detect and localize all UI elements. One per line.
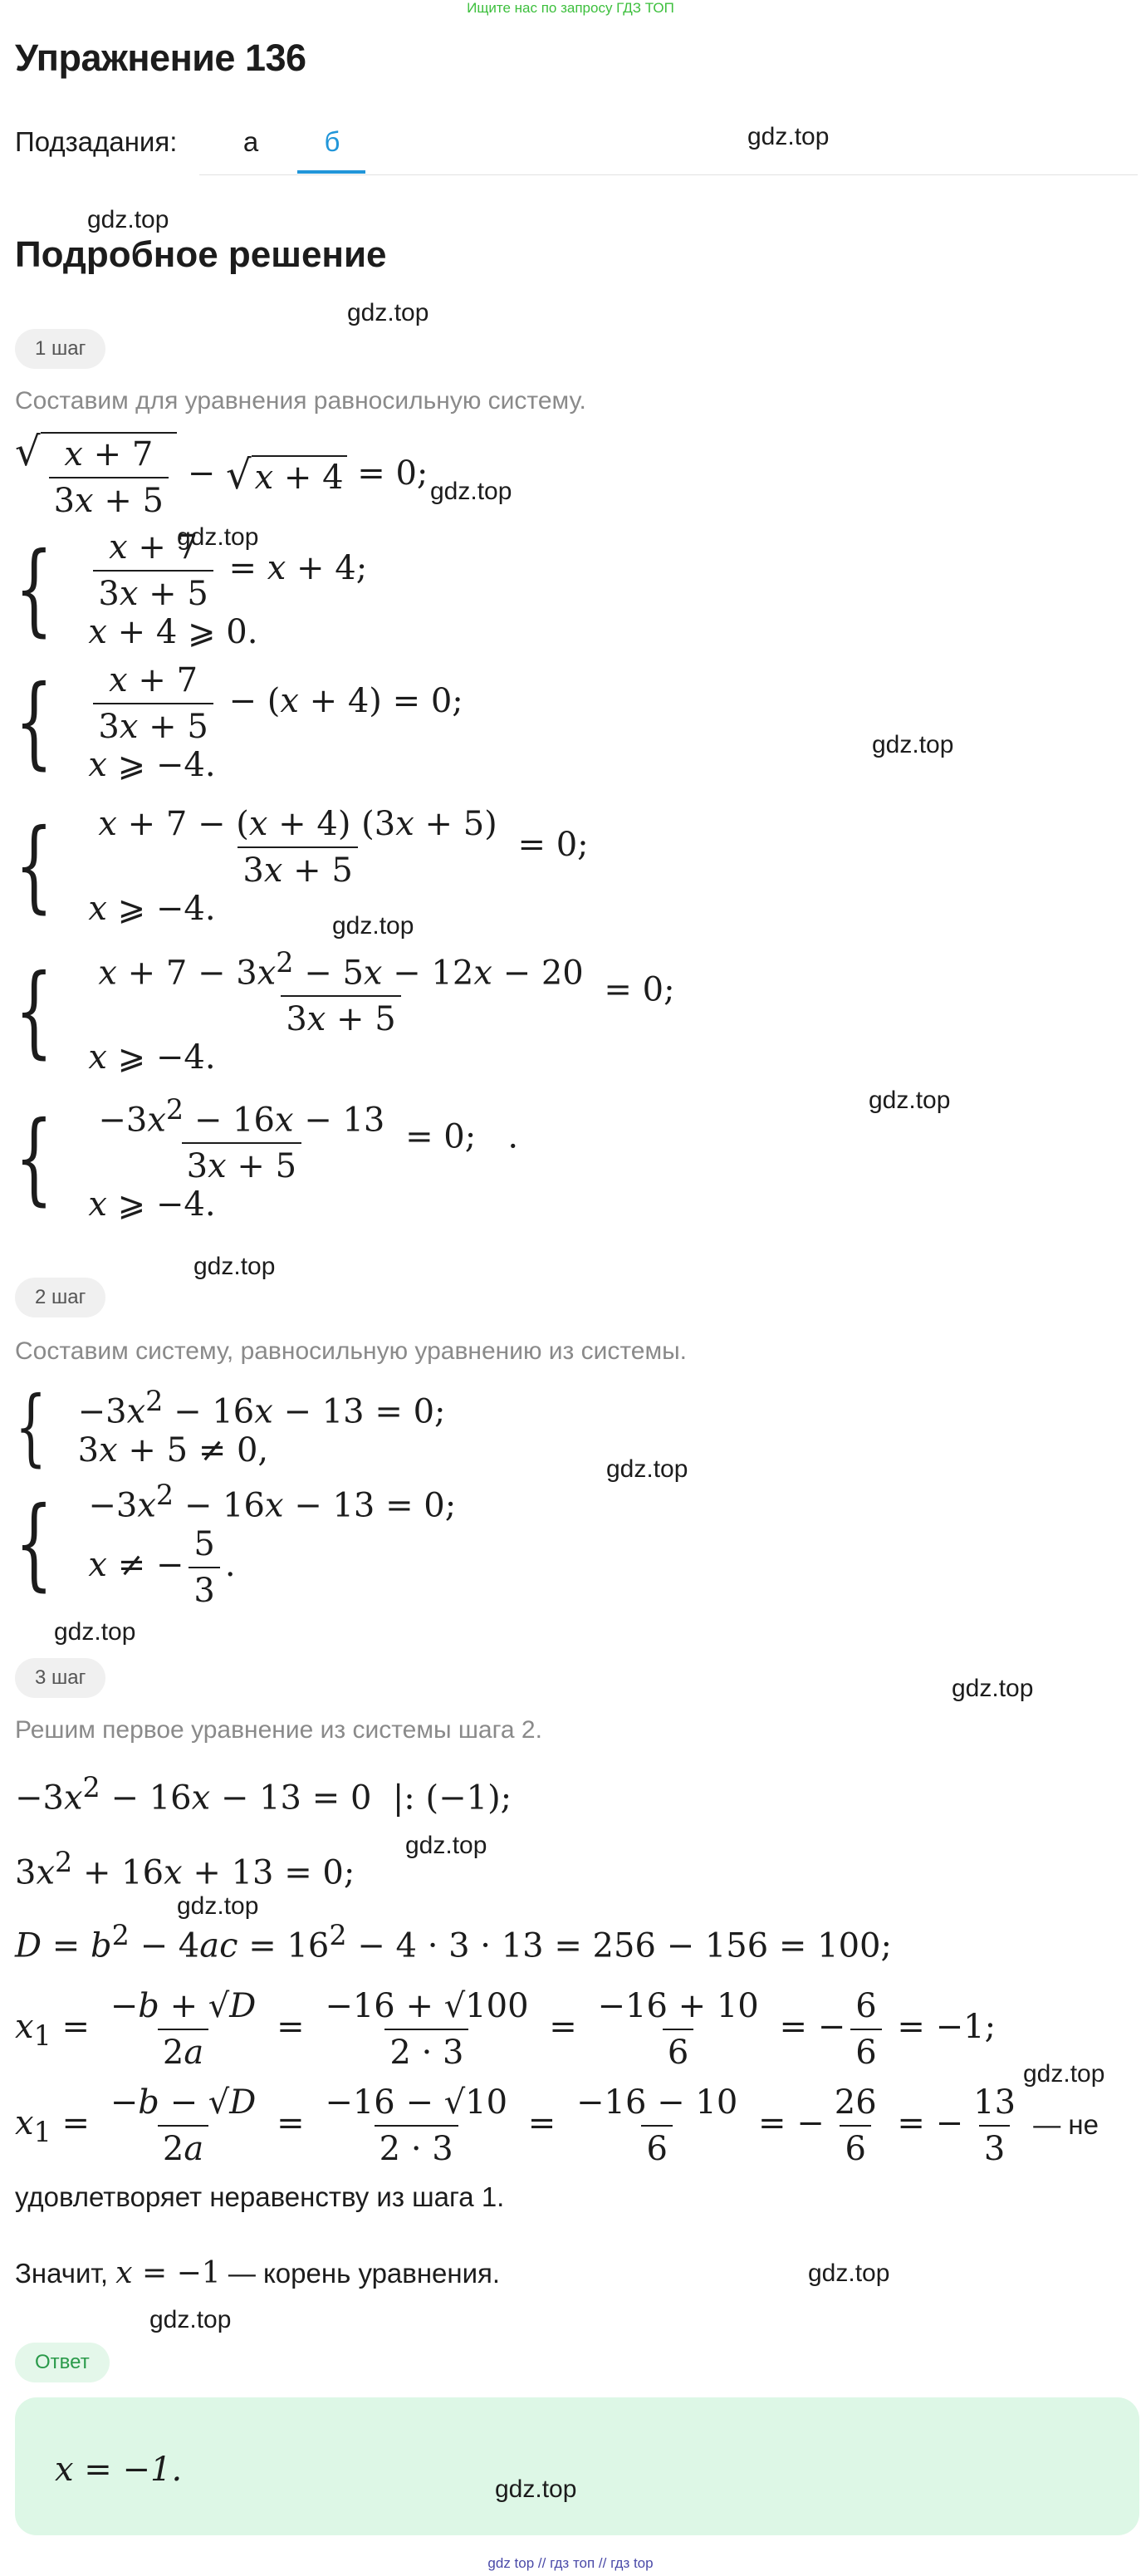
watermark: gdz.top [177, 1892, 259, 1920]
system-4: { $\frac{x + 7 - 3x^2 - 5x - 12x - 20}{3x + 5}$ = 0; x ⩾ −4. [15, 945, 675, 1077]
tab-b[interactable]: б [324, 126, 340, 157]
step-3-description: Решим первое уравнение из системы шага 2. [15, 1716, 542, 1744]
equation-root-1: $x_1$ = $\frac{-b + √D}{2a}$ = $\frac{-16 + √100}{2 \cdot 3}$ = $\frac{-16 + 10}{6}$ = − $\frac{6}{6}$ = −1; [15, 1987, 997, 2072]
footer-links[interactable]: gdz top // гдз топ // гдз top [487, 2555, 654, 2571]
watermark: gdz.top [405, 1832, 487, 1859]
system-1: { $\frac{x + 7}{3x + 5}$ = x + 4; x + 4 ⩾ 0. [15, 528, 368, 651]
watermark: gdz.top [54, 1618, 136, 1646]
watermark: gdz.top [332, 912, 414, 940]
equation-quadratic: $3x^2 + 16x + 13 = 0$; [15, 1846, 355, 1892]
watermark: gdz.top [193, 1253, 276, 1280]
page-title: Упражнение 136 [15, 37, 306, 79]
watermark: gdz.top [149, 2306, 232, 2333]
system-7: { $-3x^2 - 16x - 13 = 0$; x ≠ − $\frac{5}{3}$ . [15, 1479, 457, 1610]
system-6: { $-3x^2 - 16x - 13 = 0$; 3x + 5 ≠ 0, [15, 1378, 446, 1475]
step-1-description: Составим для уравнения равносильную систему. [15, 387, 586, 415]
top-banner[interactable]: Ищите нас по запросу ГДЗ ТОП [467, 0, 674, 16]
equation-discriminant: $D = b^2 - 4ac = 16^2 - 4 \cdot 3 \cdot 13 = 256 - 156 = 100$; [15, 1919, 892, 1965]
solution-heading: Подробное решение [15, 234, 387, 275]
watermark: gdz.top [430, 478, 512, 505]
equation-divide: $-3x^2 - 16x - 13 = 0$ |: (−1); [15, 1771, 512, 1818]
active-tab-indicator [297, 170, 365, 174]
watermark: gdz.top [347, 299, 429, 326]
watermark: gdz.top [606, 1455, 688, 1483]
subtasks-label: Подзадания: [15, 126, 178, 157]
watermark: gdz.top [87, 206, 169, 233]
step-1-label: 1 шаг [15, 329, 105, 369]
watermark: gdz.top [952, 1675, 1034, 1702]
system-5: { $\frac{-3x^2 - 16x - 13}{3x + 5}$ = 0; . x ⩾ −4. [15, 1092, 519, 1224]
watermark: gdz.top [808, 2260, 890, 2287]
watermark: gdz.top [1023, 2060, 1105, 2088]
equation-original: √ $\frac{x + 7}{3x + 5}$ − √ x + 4 = 0; [15, 429, 428, 520]
watermark: gdz.top [495, 2475, 577, 2503]
system-2: { $\frac{x + 7}{3x + 5}$ − (x + 4) = 0; x ⩾ −4. [15, 661, 463, 784]
equation-root-2: $x_1$ = $\frac{-b - √D}{2a}$ = $\frac{-16 - √10}{2 \cdot 3}$ = $\frac{-16 - 10}{6}$ = − $\frac{26}{6}$ = − $\frac{13}{3}$ — не [15, 2083, 1099, 2168]
not-satisfy-text: удовлетворяет неравенству из шага 1. [15, 2181, 505, 2212]
step-2-label: 2 шаг [15, 1278, 105, 1317]
answer-value: x = −1. [55, 2451, 183, 2489]
watermark: gdz.top [747, 123, 830, 150]
conclusion: Значит, x = −1 — корень уравнения. [15, 2256, 501, 2290]
answer-box [15, 2397, 1139, 2535]
answer-label: Ответ [15, 2343, 110, 2382]
tab-a[interactable]: а [242, 126, 259, 157]
watermark: gdz.top [177, 523, 259, 551]
tabs-divider [199, 174, 1138, 175]
step-3-label: 3 шаг [15, 1658, 105, 1698]
watermark: gdz.top [872, 731, 954, 758]
step-2-description: Составим систему, равносильную уравнению из системы. [15, 1337, 688, 1365]
system-3: { $\frac{x + 7 - (x + 4) (3x + 5)}{3x + 5}$ = 0; x ⩾ −4. [15, 804, 589, 928]
watermark: gdz.top [869, 1087, 951, 1114]
